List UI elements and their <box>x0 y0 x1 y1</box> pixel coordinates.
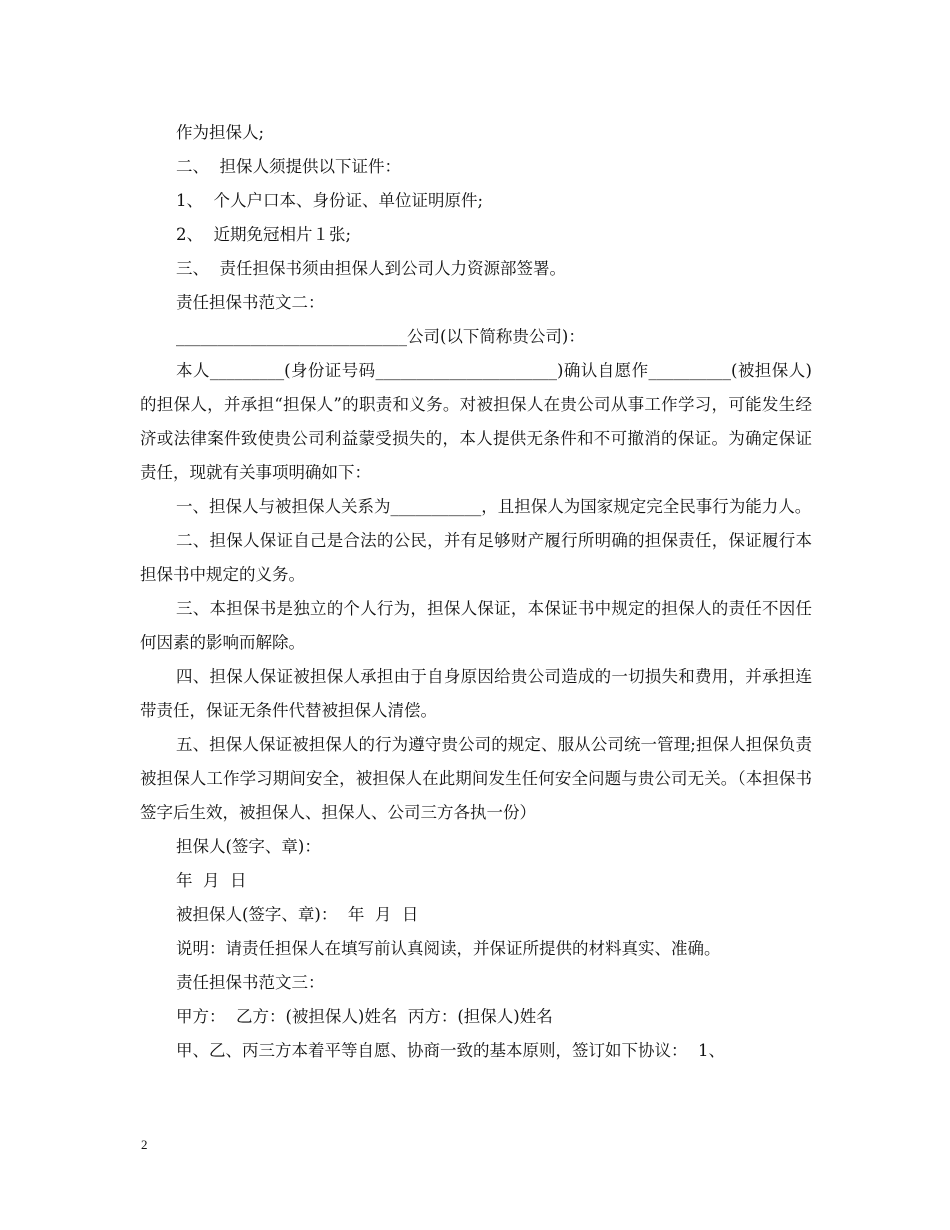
parties-line: 甲方： 乙方：(被担保人)姓名 丙方：(担保人)姓名 <box>176 1007 553 1026</box>
paragraph: 作为担保人; <box>176 123 265 142</box>
section-heading: 责任担保书范文二： <box>176 293 325 312</box>
signature-line: 担保人(签字、章)： <box>176 837 321 856</box>
paragraph: 三、 责任担保书须由担保人到公司人力资源部签署。 <box>176 259 566 278</box>
paragraph: 1、 个人户口本、身份证、单位证明原件; <box>176 191 484 210</box>
paragraph: 本人_________(身份证号码______________________)确认自愿作__________(被担保人)的担保人，并承担“担保人”的职责和义务。对被担保人在贵公司从事工作学习，可能发生经济或法律案件致使贵公司利益蒙受损失的，本人提供无条件和不可撤消的保证。为确定保证责任，现就有关事项明确如下： <box>140 361 812 482</box>
paragraph: 三、本担保书是独立的个人行为，担保人保证，本保证书中规定的担保人的责任不因任何因素的影响而解除。 <box>140 599 812 652</box>
paragraph: 二、担保人保证自己是合法的公民，并有足够财产履行所明确的担保责任，保证履行本担保书中规定的义务。 <box>140 531 812 584</box>
paragraph: 一、担保人与被担保人关系为___________，且担保人为国家规定完全民事行为能力人。 <box>176 497 812 516</box>
paragraph: 2、 近期免冠相片１张; <box>176 225 352 244</box>
paragraph: 说明：请责任担保人在填写前认真阅读，并保证所提供的材料真实、准确。 <box>176 939 721 958</box>
page-number: 2 <box>141 1137 148 1152</box>
paragraph: 五、担保人保证被担保人的行为遵守贵公司的规定、服从公司统一管理;担保人担保负责被担保人工作学习期间安全，被担保人在此期间发生任何安全问题与贵公司无关。（本担保书签字后生效，被担保人、担保人、公司三方各执一份） <box>140 735 812 822</box>
paragraph: 四、担保人保证被担保人承担由于自身原因给贵公司造成的一切损失和费用，并承担连带责任，保证无条件代替被担保人清偿。 <box>140 667 812 720</box>
signature-line: 被担保人(签字、章)： 年 月 日 <box>176 905 419 924</box>
paragraph: 二、 担保人须提供以下证件： <box>176 157 401 176</box>
section-heading: 责任担保书范文三： <box>176 973 325 992</box>
company-line: ____________________________公司(以下简称贵公司)： <box>176 327 585 346</box>
document-body <box>140 116 812 1068</box>
paragraph: 甲、乙、丙三方本着平等自愿、协商一致的基本原则，签订如下协议： 1、 <box>176 1041 725 1060</box>
date-line: 年 月 日 <box>176 871 247 890</box>
